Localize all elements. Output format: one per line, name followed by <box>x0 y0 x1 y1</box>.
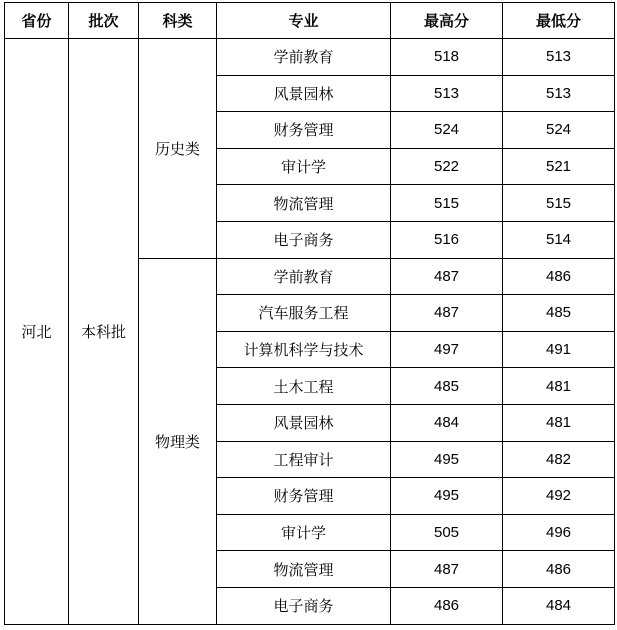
major-cell: 土木工程 <box>217 368 391 405</box>
min-score-cell: 513 <box>503 75 615 112</box>
header-min-score: 最低分 <box>503 3 615 39</box>
min-score-cell: 481 <box>503 368 615 405</box>
min-score-cell: 496 <box>503 514 615 551</box>
min-score-cell: 486 <box>503 258 615 295</box>
max-score-cell: 522 <box>391 148 503 185</box>
min-score-cell: 491 <box>503 331 615 368</box>
min-score-cell: 485 <box>503 295 615 332</box>
province-cell: 河北 <box>5 39 69 625</box>
category-cell: 物理类 <box>139 258 217 624</box>
min-score-cell: 484 <box>503 587 615 624</box>
min-score-cell: 514 <box>503 221 615 258</box>
max-score-cell: 524 <box>391 112 503 149</box>
max-score-cell: 495 <box>391 478 503 515</box>
max-score-cell: 516 <box>391 221 503 258</box>
min-score-cell: 513 <box>503 39 615 76</box>
max-score-cell: 497 <box>391 331 503 368</box>
major-cell: 工程审计 <box>217 441 391 478</box>
major-cell: 审计学 <box>217 148 391 185</box>
max-score-cell: 515 <box>391 185 503 222</box>
max-score-cell: 487 <box>391 295 503 332</box>
header-batch: 批次 <box>69 3 139 39</box>
max-score-cell: 487 <box>391 551 503 588</box>
header-category: 科类 <box>139 3 217 39</box>
max-score-cell: 485 <box>391 368 503 405</box>
batch-cell: 本科批 <box>69 39 139 625</box>
min-score-cell: 482 <box>503 441 615 478</box>
major-cell: 物流管理 <box>217 185 391 222</box>
max-score-cell: 487 <box>391 258 503 295</box>
header-major: 专业 <box>217 3 391 39</box>
max-score-cell: 495 <box>391 441 503 478</box>
min-score-cell: 486 <box>503 551 615 588</box>
min-score-cell: 481 <box>503 404 615 441</box>
major-cell: 学前教育 <box>217 258 391 295</box>
max-score-cell: 518 <box>391 39 503 76</box>
header-row <box>5 3 615 39</box>
table-body <box>5 39 615 625</box>
category-cell: 历史类 <box>139 39 217 259</box>
header-province: 省份 <box>5 3 69 39</box>
major-cell: 风景园林 <box>217 75 391 112</box>
max-score-cell: 484 <box>391 404 503 441</box>
major-cell: 电子商务 <box>217 221 391 258</box>
min-score-cell: 521 <box>503 148 615 185</box>
header-max-score: 最高分 <box>391 3 503 39</box>
min-score-cell: 515 <box>503 185 615 222</box>
major-cell: 汽车服务工程 <box>217 295 391 332</box>
major-cell: 审计学 <box>217 514 391 551</box>
major-cell: 电子商务 <box>217 587 391 624</box>
min-score-cell: 492 <box>503 478 615 515</box>
max-score-cell: 513 <box>391 75 503 112</box>
table-row <box>5 39 615 76</box>
score-table <box>4 2 615 625</box>
major-cell: 物流管理 <box>217 551 391 588</box>
major-cell: 财务管理 <box>217 478 391 515</box>
major-cell: 财务管理 <box>217 112 391 149</box>
max-score-cell: 505 <box>391 514 503 551</box>
max-score-cell: 486 <box>391 587 503 624</box>
min-score-cell: 524 <box>503 112 615 149</box>
major-cell: 风景园林 <box>217 404 391 441</box>
major-cell: 学前教育 <box>217 39 391 76</box>
major-cell: 计算机科学与技术 <box>217 331 391 368</box>
